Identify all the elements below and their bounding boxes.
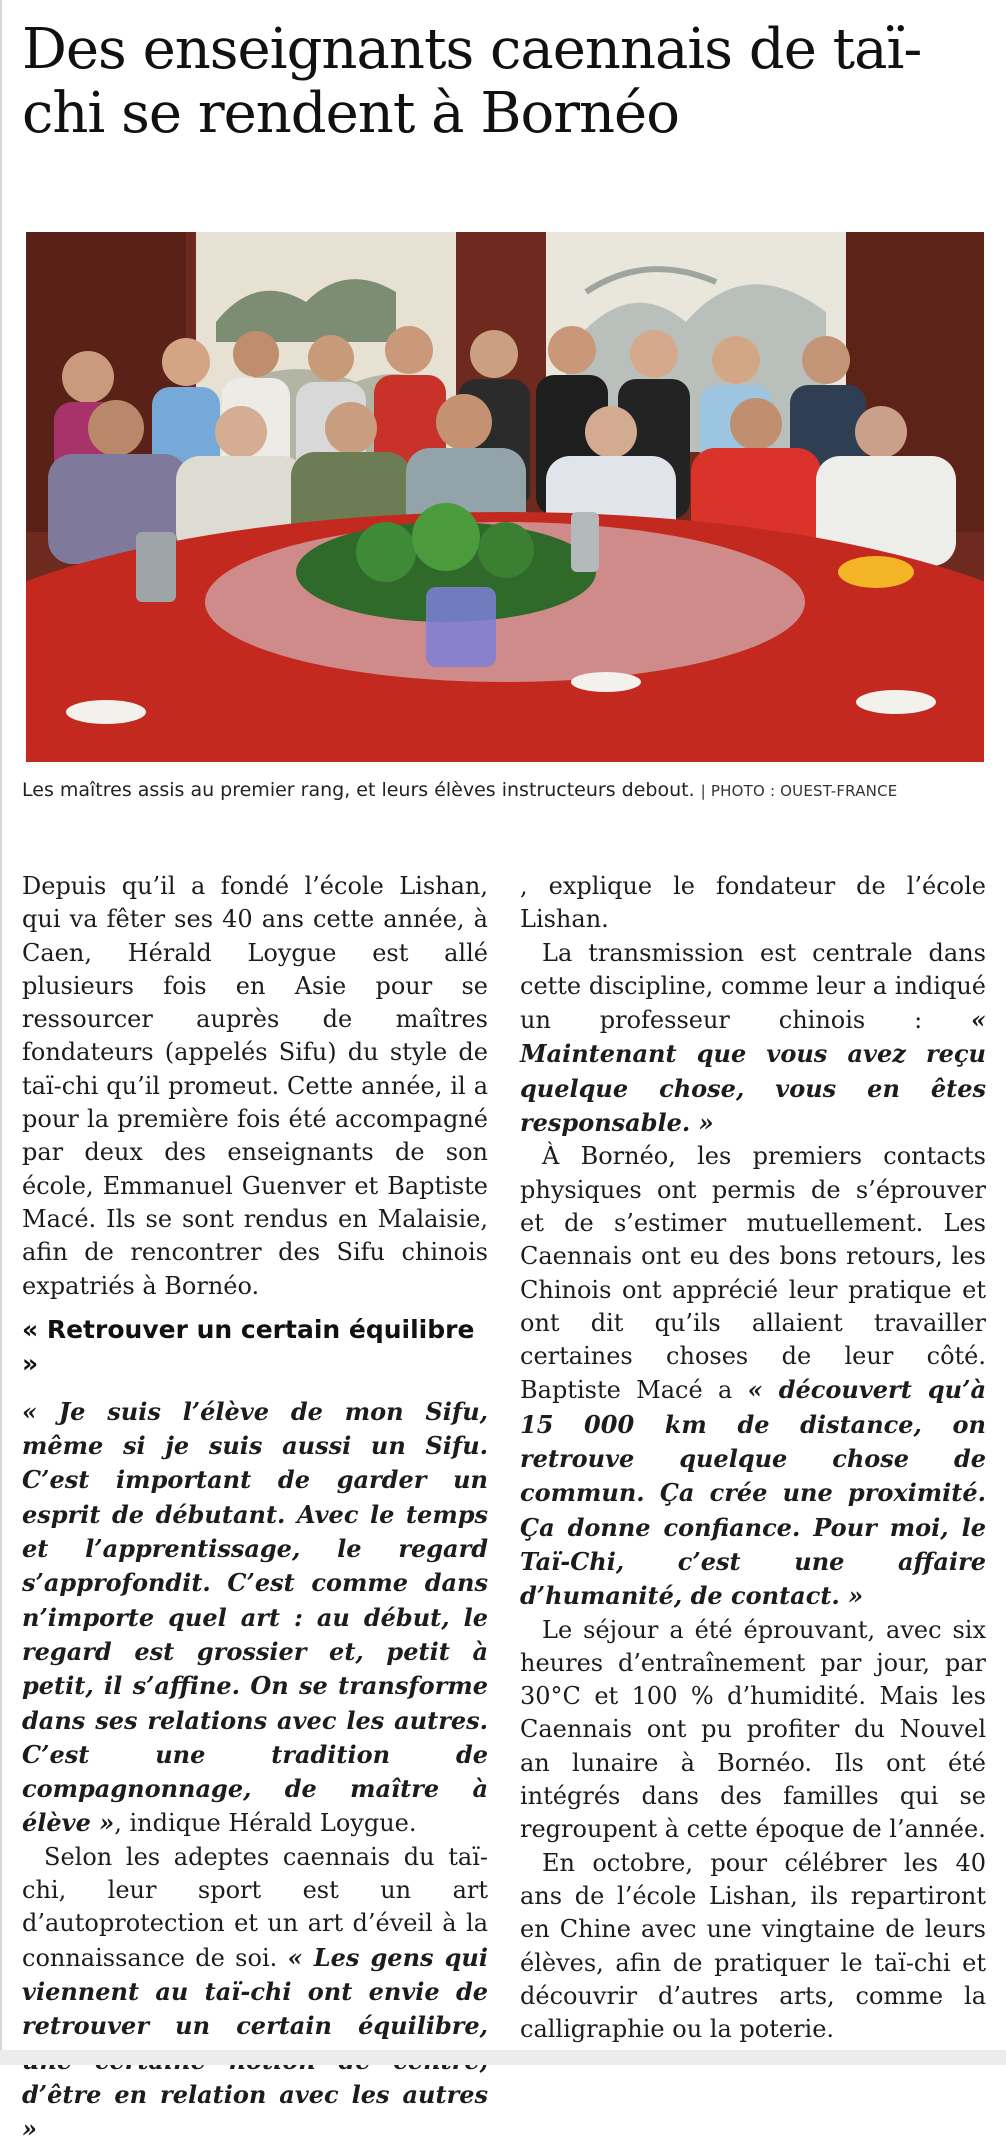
page-bottom-band [0,2050,1006,2065]
article-column-left [22,870,488,2146]
caption-text: Les maîtres assis au premier rang, et leurs élèves instructeurs debout. [22,779,695,801]
article-headline: Des enseignants caennais de taï-chi se rendent à Bornéo [22,17,922,146]
photo-caption [22,774,992,807]
article-photo [26,232,984,762]
quote-equilibre: « Les gens qui viennent au taï-chi ont envie de retrouver un certain équilibre, d’être en relation avec les autres » [22,1942,488,2144]
paragraph-6: Le séjour a été éprouvant, avec six heures d’entraînement par jour, par 30°C et 100 % d’humidité. Mais les Caennais ont pu profiter du Nouvel an lunaire à Bornéo. Ils ont été intégrés dans des familles qui se regroupent à cette époque de l’année. [520,1615,986,1844]
paragraph-7: En octobre, pour célébrer les 40 ans de l’école Lishan, ils repartiront en Chine avec une vingtaine de leurs élèves, afin de pratiquer le taï-chi et découvrir d’autres arts, comme la calligraphie ou la poterie. [520,1848,986,2044]
page-left-border [0,0,2,2065]
paragraph-5-start: À Bornéo, les premiers contacts physiques ont permis de s’éprouver et de s’estimer mutuellement. Les Caennais ont eu des bons retours, les Chinois ont apprécié leur pratique et ont dit qu’ils allaient travailler certaines choses de leur côté. Baptiste Macé a [520,1142,986,1405]
quote-baptiste: « découvert qu’à 15 000 km de distance, on retrouve quelque chose de commun. Ça crée une proximité. Ça donne confiance. Pour moi, le Taï-Chi, c’est une affaire d’humanité, de contact. » [520,1375,986,1611]
article-column-right [520,870,986,2046]
paragraph-1: Depuis qu’il a fondé l’école Lishan, qui va fêter ses 40 ans cette année, à Caen, Hérald Loygue est allé plusieurs fois en Asie pour se ressourcer auprès de maîtres fondateurs (appelés Sifu) du style de taï-chi qu’il promeut. Cette année, il a pour la première fois été accompagné par deux des enseignants de son école, Emmanuel Guenver et Baptiste Macé. Ils se sont rendus en Malaisie, afin de rencontrer des Sifu chinois expatriés à Bornéo. [22,872,488,1300]
quote-professeur: « Maintenant que vous avez reçu quelque chose, vous en êtes responsable. » [520,1005,986,1138]
paragraph-5 [520,1140,986,1613]
paragraph-3-continued: , explique le fondateur de l’école Lishan. [520,872,986,934]
paragraph-4 [520,937,986,1141]
group-photo-illustration [26,232,984,762]
paragraph-3 [22,1841,488,2146]
paragraph-2 [22,1395,488,1841]
paragraph-2-tail: , indique Hérald Loygue. [114,1809,417,1838]
quote-herald: « Je suis l’élève de mon Sifu, même si je suis aussi un Sifu. C’est important de garder un esprit de débutant. Avec le temps et l’apprentissage, le regard s’approfondit. C’est comme dans n’importe quel art : au début, le regard est grossier et, petit à petit, il s’affine. On se transforme dans ses relations avec les autres. C’est une tradition de compagnonnage, de maître à élève » [22,1396,488,1838]
paragraph-3-start: Selon les adeptes caennais du taï-chi, leur sport est un art d’autoprotection et un art d’éveil à la connaissance de soi. [22,1842,488,1972]
article-subhead: « Retrouver un certain équilibre » [22,1314,475,1378]
paragraph-4-start: La transmission est centrale dans cette discipline, comme leur a indiqué un professeur chinois : [520,938,986,1035]
photo-credit: | PHOTO : OUEST-FRANCE [700,782,898,800]
